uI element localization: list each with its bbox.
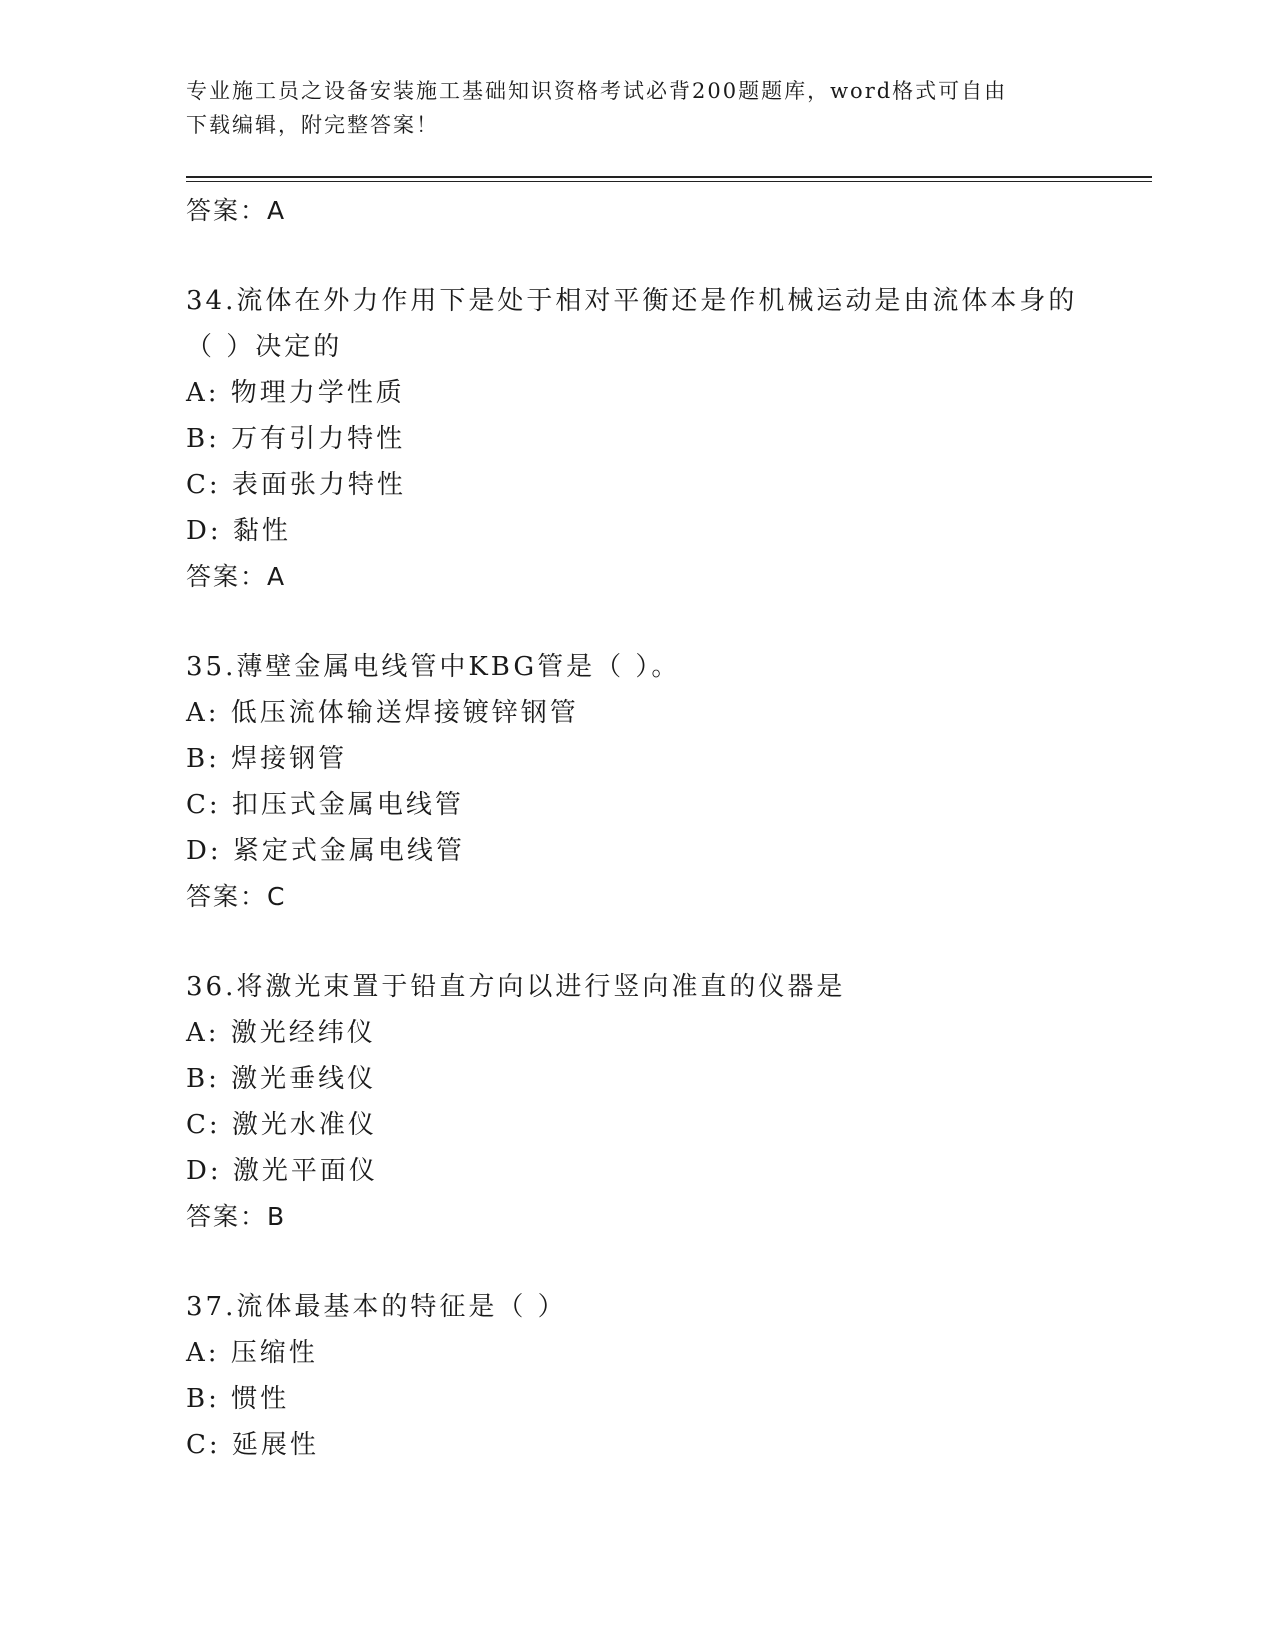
question-stem: 37.流体最基本的特征是（ ） [186, 1292, 567, 1322]
question-34 [186, 278, 1086, 600]
question-37 [186, 1284, 1086, 1468]
option-c: C: 激光水准仪 [186, 1110, 377, 1140]
spacer [186, 600, 1086, 644]
option-a: A: 物理力学性质 [186, 378, 405, 408]
question-stem: 36.将激光束置于铅直方向以进行竖向准直的仪器是 [186, 972, 846, 1002]
question-list [186, 188, 1086, 1468]
option-c: C: 延展性 [186, 1430, 319, 1460]
header-line-1: 专业施工员之设备安装施工基础知识资格考试必背200题题库，word格式可自由 [186, 79, 1008, 103]
spacer [186, 1240, 1086, 1284]
option-d: D: 激光平面仪 [186, 1156, 378, 1186]
option-b: B: 激光垂线仪 [186, 1064, 377, 1094]
spacer [186, 920, 1086, 964]
option-b: B: 惯性 [186, 1384, 290, 1414]
question-36 [186, 964, 1086, 1240]
question-stem: 34.流体在外力作用下是处于相对平衡还是作机械运动是由流体本身的 [186, 286, 1078, 316]
option-a: A: 低压流体输送焊接镀锌钢管 [186, 698, 579, 728]
header-divider-thick [186, 176, 1152, 178]
answer-line: 答案：A [186, 562, 287, 591]
answer-line: 答案：A [186, 196, 287, 225]
option-b: B: 万有引力特性 [186, 424, 406, 454]
answer-line: 答案：C [186, 882, 287, 911]
question-35 [186, 644, 1086, 920]
question-stem-continued: （ ）决定的 [186, 332, 343, 362]
option-d: D: 黏性 [186, 516, 291, 546]
option-b: B: 焊接钢管 [186, 744, 348, 774]
option-c: C: 扣压式金属电线管 [186, 790, 464, 820]
document-header [186, 74, 1086, 142]
spacer [186, 234, 1086, 278]
option-a: A: 压缩性 [186, 1338, 318, 1368]
question-stem: 35.薄壁金属电线管中KBG管是（ ）。 [186, 652, 681, 682]
answer-line: 答案：B [186, 1202, 287, 1231]
option-c: C: 表面张力特性 [186, 470, 406, 500]
option-a: A: 激光经纬仪 [186, 1018, 376, 1048]
header-line-2: 下载编辑，附完整答案！ [186, 113, 439, 137]
option-d: D: 紧定式金属电线管 [186, 836, 465, 866]
header-divider-thin [186, 181, 1152, 182]
